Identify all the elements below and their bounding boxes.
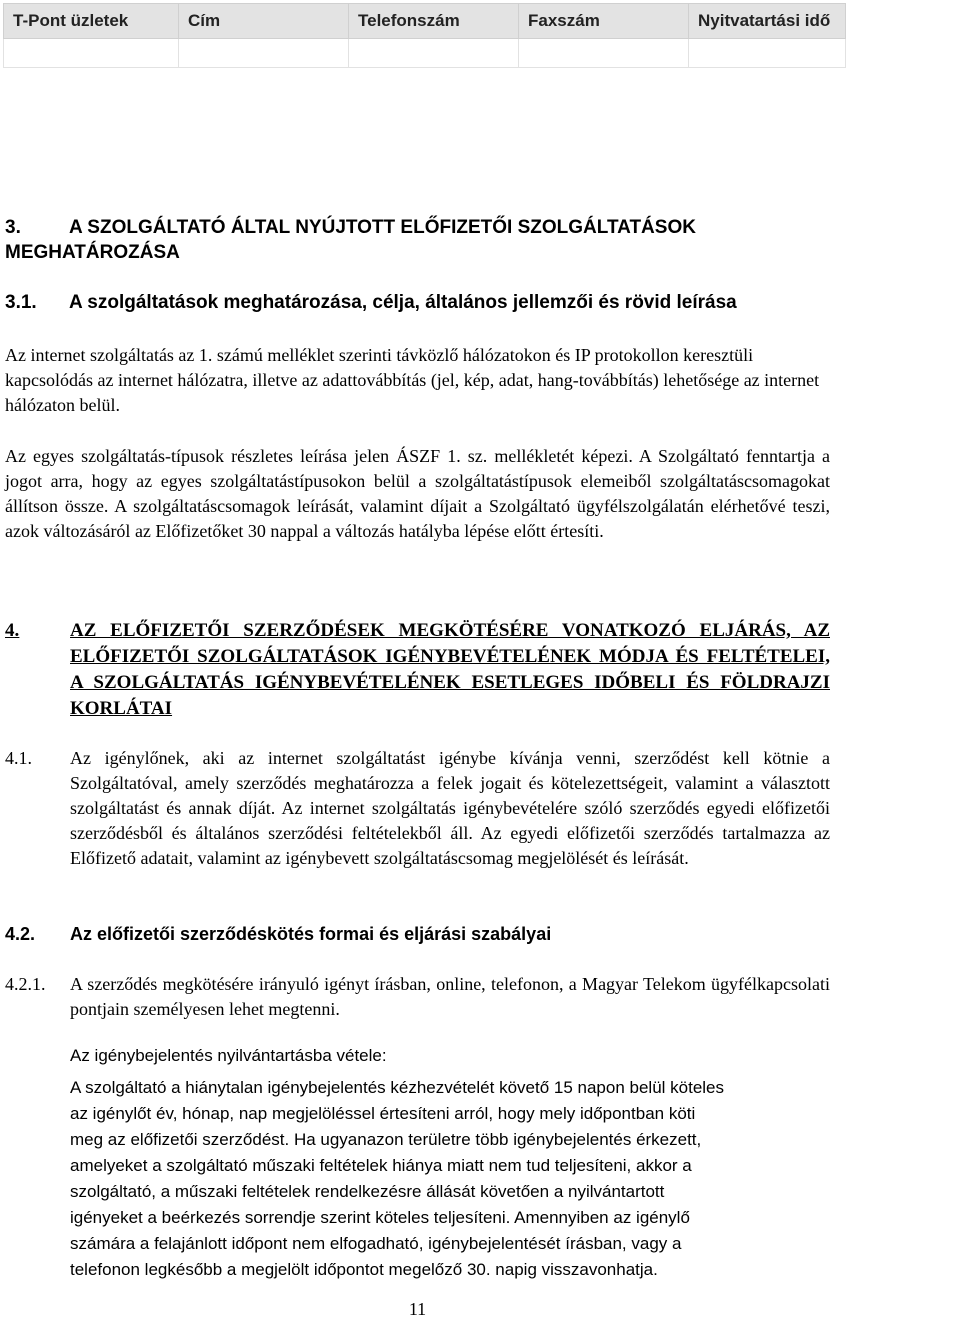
registration-paragraph	[70, 1075, 830, 1283]
table-header-cell: Nyitvatartási idő	[689, 4, 846, 39]
text-line: igényeket a beérkezés sorrendje szerint köteles teljesíteni. Amennyiben az igénylő	[70, 1208, 690, 1227]
section-title-continued: MEGHATÁROZÁSA	[5, 242, 180, 263]
table-header-row	[4, 4, 846, 39]
item-number: 4.2.	[5, 924, 36, 944]
page-number: 11	[408, 1299, 427, 1319]
section-title: AZ ELŐFIZETŐI SZERZŐDÉSEK MEGKÖTÉSÉRE VONATKOZÓ ELJÁRÁS, AZ ELŐFIZETŐI SZOLGÁLTATÁSOK IGÉNYBEVÉTELÉNEK MÓDJA ÉS FELTÉTELEI, A SZOLGÁLTATÁS IGÉNYBEVÉTELÉNEK ESETLEGES IDŐBELI ÉS FÖLDRAJZI KORLÁTAI	[70, 620, 830, 719]
text-line: számára a felajánlott időpont nem elfogadható, igénybejelentését írásban, vagy a	[70, 1234, 682, 1253]
table-cell	[349, 39, 519, 68]
item-number: 4.1.	[5, 748, 32, 768]
table-cell	[4, 39, 179, 68]
table-row	[4, 39, 846, 68]
item-4-2-heading	[5, 922, 830, 947]
table-header-cell: Telefonszám	[349, 4, 519, 39]
section-number: 3.1.	[5, 292, 37, 313]
item-4-1	[5, 746, 830, 871]
item-title: Az előfizetői szerződéskötés formai és eljárási szabályai	[70, 924, 552, 944]
section-3-heading	[5, 215, 845, 265]
section-number: 3.	[5, 217, 21, 238]
table-cell	[689, 39, 846, 68]
table-cell	[519, 39, 689, 68]
table-cell	[179, 39, 349, 68]
section-title: A szolgáltatások meghatározása, célja, általános jellemzői és rövid leírása	[69, 292, 737, 313]
text-line: amelyeket a szolgáltató műszaki feltételek hiánya miatt nem tud teljesíteni, akkor a	[70, 1156, 692, 1175]
section-title: A SZOLGÁLTATÓ ÁLTAL NYÚJTOTT ELŐFIZETŐI SZOLGÁLTATÁSOK	[69, 217, 696, 238]
item-number: 4.2.1.	[5, 974, 46, 994]
paragraph-service-types: Az egyes szolgáltatás-típusok részletes leírása jelen ÁSZF 1. sz. mellékletét képezi. A Szolgáltató fenntartja a jogot arra, hogy az egyes szolgáltatástípusokon belül a szolgáltatástípusok elemeiből szolgáltatáscsomagokat állítson össze. A szolgáltatáscsomagok leírását, valamint díjait a Szolgáltató ügyfélszolgálatán elérhetővé teszi, azok változásáról az Előfizetőket 30 nappal a változás hatályba lépése előtt értesíti.	[5, 446, 830, 541]
section-3-1-heading	[5, 290, 845, 315]
item-text: Az igénylőnek, aki az internet szolgáltatást igénybe kívánja venni, szerződést kell kötnie a Szolgáltatóval, amely szerződés meghatározza a felek jogait és kötelezettségeit, valamint a választott szolgáltatást és annak díját. Az internet szolgáltatás igénybevételére szóló szerződés egyedi előfizetői szerződésből és általános szerződési feltételekből áll. Az egyedi előfizetői szerződés tartalmazza az Előfizető adatait, valamint az igénybevett szolgáltatáscsomag megjelölését és leírását.	[70, 748, 830, 868]
item-4-2-1	[5, 972, 830, 1022]
item-text: A szerződés megkötésére irányuló igényt írásban, online, telefonon, a Magyar Telekom ügyfélkapcsolati pontjain személyesen lehet megtenni.	[70, 974, 830, 1019]
t-pont-table	[3, 3, 846, 68]
text-line: az igénylőt év, hónap, nap megjelöléssel értesíteni arról, hogy mely időpontban köti	[70, 1104, 696, 1123]
text-line: szolgáltató, a műszaki feltételek rendelkezésre állását követően a nyilvántartott	[70, 1182, 665, 1201]
text-line: A szolgáltató a hiánytalan igénybejelentés kézhezvételét követő 15 napon belül köteles	[70, 1078, 725, 1097]
section-number: 4.	[5, 620, 20, 641]
table-header-cell: T-Pont üzletek	[4, 4, 179, 39]
registration-heading: Az igénybejelentés nyilvántartásba vétele:	[70, 1046, 387, 1065]
text-line: telefonon legkésőbb a megjelölt időpontot megelőző 30. napig visszavonhatja.	[70, 1260, 658, 1279]
paragraph-internet-service: Az internet szolgáltatás az 1. számú melléklet szerinti távközlő hálózatokon és IP protokollon keresztüli kapcsolódás az internet hálózatra, illetve az adattovábbítás (jel, kép, adat, hang-továbbítás) lehetősége az internet hálózaton belül.	[5, 345, 820, 415]
text-line: meg az előfizetői szerződést. Ha ugyanazon területre több igénybejelentés érkezett,	[70, 1130, 702, 1149]
section-4-heading	[5, 618, 830, 722]
table-header-cell: Faxszám	[519, 4, 689, 39]
table-header-cell: Cím	[179, 4, 349, 39]
